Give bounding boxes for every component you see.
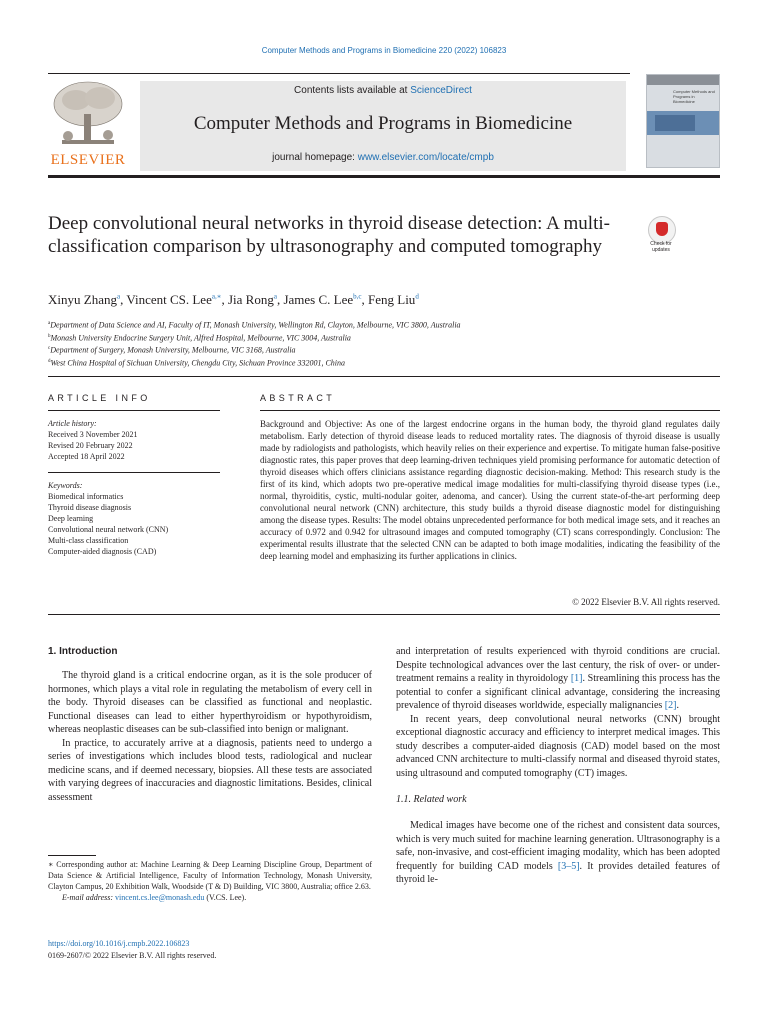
affiliation-key: c: [48, 346, 51, 352]
article-info-rule: [48, 410, 220, 411]
keywords: [48, 480, 220, 557]
author-affiliation-mark[interactable]: b,c: [353, 292, 362, 301]
keyword: Convolutional neural network (CNN): [48, 525, 169, 534]
check-for-updates-badge[interactable]: [642, 216, 680, 256]
history-item: Received 3 November 2021: [48, 430, 138, 439]
body-paragraph: In recent years, deep convolutional neural networks (CNN) brought exceptional diagnostic accuracy and efficiency to interpret medical images. This study describes a computer-aided diagnosis (CAD) model based on the most advanced CNN architecture to multi-classify normal and diseased thyroid states, using ultrasound and computed tomography (CT) images.: [396, 713, 720, 779]
corresponding-author-footnote: [48, 859, 372, 903]
affiliation-text: Department of Data Science and AI, Faculty of IT, Monash University, Wellington Rd, Clayton, Melbourne, VIC 3800, Australia: [50, 320, 461, 330]
keyword: Biomedical informatics: [48, 492, 124, 501]
paragraph-text: Medical images have become one of the richest and consistent data sources, which is very much suited for machine learning generation. Ultrasonography is a safe, non-invasive, and cost-efficient imaging modality, which has been adopted frequently for building CAD models: [396, 820, 720, 872]
sciencedirect-link[interactable]: ScienceDirect: [410, 85, 472, 96]
affiliation-text: Department of Surgery, Monash University, Melbourne, VIC 3168, Australia: [50, 345, 296, 355]
author-affiliation-mark[interactable]: a: [116, 292, 121, 301]
contents-line: [140, 85, 626, 96]
affiliation: [48, 343, 688, 356]
abstract-bottom-rule: [48, 614, 720, 615]
paragraph-text: . Streamlining this process has the potential to confer a significant clinical advantage, considering the increasing prevalence of thyroid diseases worldwide, especially malignancies: [396, 673, 720, 711]
paragraph-text: . It provides detailed features of thyroid le-: [396, 860, 720, 885]
issn-copyright: 0169-2607/© 2022 Elsevier B.V. All rights reserved.: [48, 951, 217, 960]
keyword: Thyroid disease diagnosis: [48, 503, 132, 512]
author-affiliation-mark[interactable]: d: [415, 292, 419, 301]
footnote-text: ∗ Corresponding author at: Machine Learning & Deep Learning Discipline Group, Department of Data Science & Artificial Intelligence, Faculty of Information Technology, Monash University, Clayton Campus, 20 Exhibition Walk, Woodside (T & D) Building, VIC 3800, Australia; office 2.63.: [48, 860, 372, 891]
author-name[interactable]: James C. Lee: [283, 292, 354, 307]
paragraph-text: .: [676, 700, 679, 711]
homepage-prefix: journal homepage:: [272, 152, 355, 163]
cover-band: [647, 75, 719, 85]
affiliation-text: West China Hospital of Sichuan University, Chengdu City, Sichuan Province 332001, China: [50, 358, 345, 368]
author-affiliation-mark[interactable]: a,∗: [211, 292, 222, 301]
article-info-rule: [48, 472, 220, 473]
footnote-rule: [48, 855, 96, 856]
body-paragraph: [396, 819, 720, 887]
footnote-email-line: [48, 892, 372, 903]
affiliation-rule: [48, 376, 720, 377]
reference-link[interactable]: [3–5]: [557, 860, 580, 872]
doi-link[interactable]: https://doi.org/10.1016/j.cmpb.2022.106823: [48, 939, 190, 948]
article-history: [48, 418, 220, 462]
contents-prefix: Contents lists available at: [294, 85, 408, 96]
cover-title: Computer Methods and Programs in Biomedicine: [673, 89, 715, 104]
elsevier-wordmark: ELSEVIER: [50, 152, 126, 168]
reference-link[interactable]: [2]: [664, 700, 677, 711]
journal-name: Computer Methods and Programs in Biomedicine: [193, 113, 573, 134]
elsevier-logo: [48, 80, 128, 170]
journal-homepage-link[interactable]: www.elsevier.com/locate/cmpb: [357, 152, 494, 163]
affiliation-key: a: [48, 321, 51, 326]
page-footer: [48, 938, 448, 962]
email-link[interactable]: vincent.cs.lee@monash.edu: [115, 893, 205, 902]
check-updates-label: Check for updates: [650, 241, 672, 253]
affiliation: [48, 331, 688, 344]
body-paragraph: In practice, to accurately arrive at a diagnosis, patients need to undergo a series of investigations which includes blood tests, radiological and nuclear medicine scans, and if deemed necessary, biopsies. All these tests are associated with varying degrees of inaccuracies and diagnostic limitations. Besides, clinical assessment: [48, 737, 372, 803]
article-title: Deep convolutional neural networks in thyroid disease detection: A multi-classification comparison by ultrasonography and computed tomography: [48, 213, 610, 257]
author-affiliation-mark[interactable]: a: [273, 292, 277, 301]
affiliation-key: b: [48, 333, 51, 339]
keywords-heading: Keywords:: [48, 481, 83, 490]
reference-link[interactable]: [1]: [570, 673, 583, 684]
author-list: Xinyu Zhang$^a$, Vincent CS. Lee$^{a,∗}$, Jia Rong$^a$, James C. Lee$^{b,c}$, Feng Liu$^d$: [48, 292, 419, 307]
affiliation-key: d: [48, 358, 51, 364]
author-name[interactable]: Jia Rong: [227, 292, 274, 307]
keyword: Deep learning: [48, 514, 94, 523]
keyword: Multi-class classification: [48, 536, 129, 545]
body-right-column: [396, 645, 720, 887]
article-history-heading: Article history:: [48, 419, 97, 428]
abstract-text: Background and Objective: As one of the largest endocrine organs in the human body, the thyroid gland regulates daily metabolism. Early detection of thyroid disease leads to reduced mortality rates. The diagnosis of thyroid disease is usually made by radiologists and pathologists, which heavily relies on their experience and expertise. To mitigate human false-positive diagnostic rates, this paper proves that deep learning-driven techniques yield promising performance for automatic detection of thyroid diseases which offers clinicians assistance regarding diagnostic decision-making. Method: This research study is the first of its kind, which adopts two pre-operative medical image modalities for multi-classifying thyroid disease types (i.e., normal, thyroiditis, cystic, multi-nodular goiter, adenoma, and cancer). Using the current state-of-the-art performing deep convolutional neural network (CNN) architecture, this study builds a thyroid disease diagnostic model for distinguishing among the disease types. Results: The model obtains unprecedented performance for both medical image sets, and it reaches an accuracy of 0.972 and 0.942 for ultrasound images and computed tomography (CT) scans correspondingly. Conclusion: The experimental results illustrate that the selected CNN can be adapted to both image modalities, indicating the feasibility of the deep learning model and emphasizing its further applications in clinics.: [260, 419, 720, 561]
affiliation-text: Monash University Endocrine Surgery Unit, Alfred Hospital, Melbourne, VIC 3004, Australia: [50, 333, 351, 343]
body-paragraph: [396, 645, 720, 713]
keyword: Computer-aided diagnosis (CAD): [48, 547, 157, 556]
affiliation: [48, 356, 688, 369]
body-left-column: [48, 646, 372, 804]
journal-citation-link[interactable]: Computer Methods and Programs in Biomedicine 220 (2022) 106823: [261, 46, 507, 55]
email-suffix: (V.CS. Lee).: [206, 893, 247, 902]
abstract-heading: ABSTRACT: [260, 393, 336, 403]
email-label: E-mail address:: [62, 893, 114, 902]
journal-header-box: [140, 81, 626, 171]
elsevier-tree-icon: [48, 80, 128, 152]
header-rule-bottom: [48, 175, 720, 178]
section-heading-introduction: 1. Introduction: [48, 646, 118, 657]
cover-band: [655, 115, 695, 131]
affiliations: [48, 318, 688, 369]
body-paragraph: The thyroid gland is a critical endocrine organ, as it is the sole producer of hormones, which plays a vital role in regulating the metabolism of every cell in the body. Thyroid diseases can be classified as functional and neoplastic. Functional diseases can lead to either hyperthyroidism or hypothyroidism, whereas neoplastic diseases can be sub-classified into benign or malignant.: [48, 670, 372, 735]
journal-cover-thumbnail: [646, 74, 720, 168]
author-name[interactable]: Feng Liu: [368, 292, 416, 307]
subsection-heading-related-work: 1.1. Related work: [396, 794, 467, 805]
article-info-heading: ARTICLE INFO: [48, 393, 151, 403]
paragraph-text: and interpretation of results experienced with thyroid conditions are crucial. Despite technological advances over the last century, the risk of over- or under-treatment remains a reality in thyroidology: [396, 646, 720, 684]
history-item: Revised 20 February 2022: [48, 441, 133, 450]
abstract-rule: [260, 410, 720, 411]
history-item: Accepted 18 April 2022: [48, 452, 125, 461]
check-updates-icon: [648, 216, 676, 244]
abstract-copyright: © 2022 Elsevier B.V. All rights reserved.: [572, 597, 720, 607]
author-name[interactable]: Vincent CS. Lee: [126, 292, 212, 307]
author-name[interactable]: Xinyu Zhang: [48, 292, 117, 307]
header-rule-top: [48, 73, 630, 74]
affiliation: [48, 318, 688, 331]
homepage-line: [140, 152, 626, 163]
